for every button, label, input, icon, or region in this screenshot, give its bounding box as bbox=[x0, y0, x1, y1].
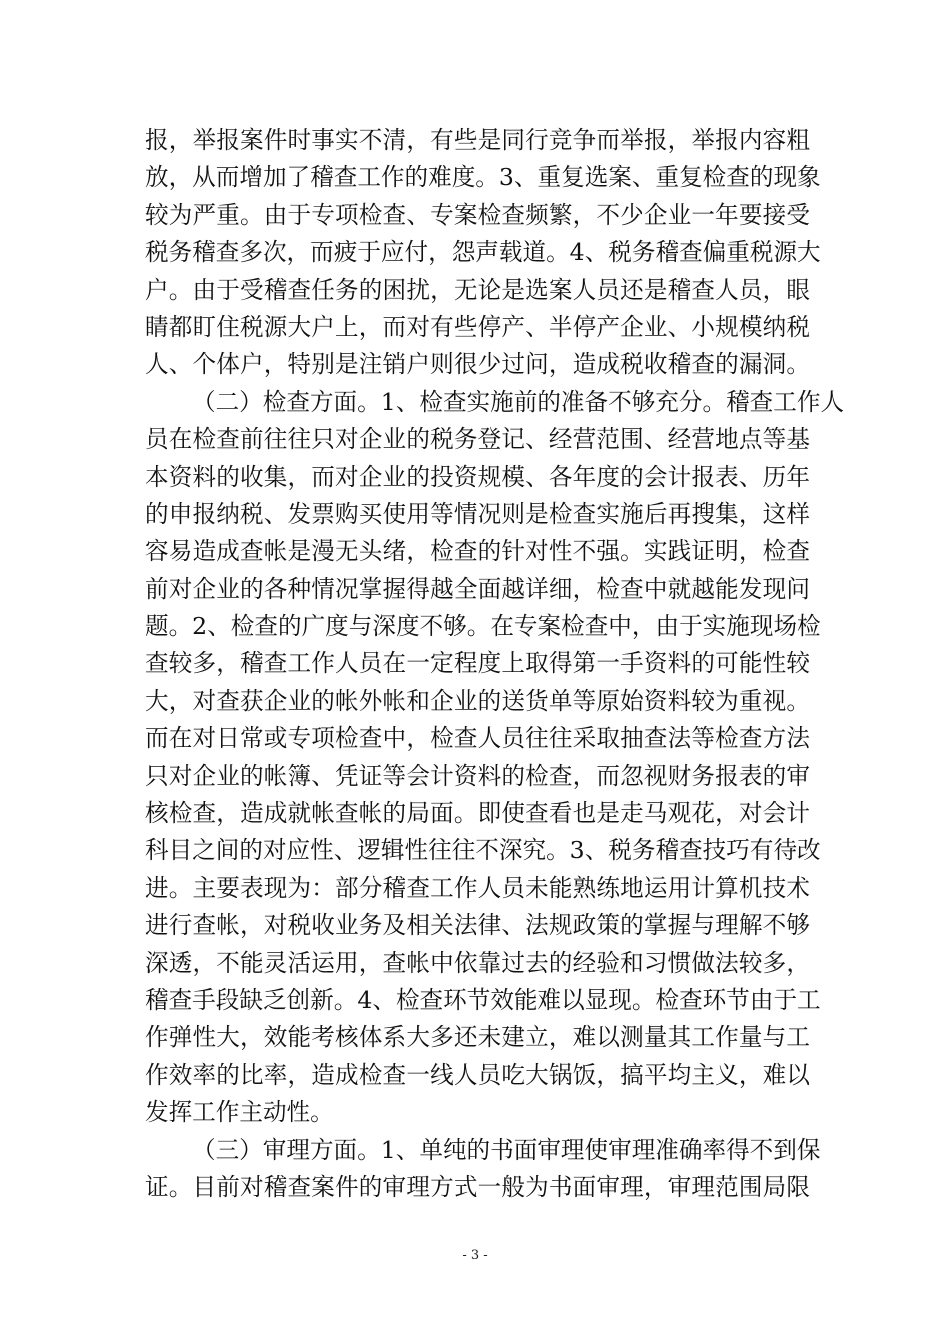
text-line: 本资料的收集，而对企业的投资规模、各年度的会计报表、历年 bbox=[145, 462, 810, 491]
text-line: 睛都盯住税源大户上，而对有些停产、半停产企业、小规模纳税 bbox=[145, 312, 810, 341]
text-line: 人、个体户，特别是注销户则很少过问，造成税收稽查的漏洞。 bbox=[145, 350, 810, 379]
page-number: - 3 - bbox=[462, 1248, 488, 1263]
text-line: 证。目前对稽查案件的审理方式一般为书面审理，审理范围局限 bbox=[145, 1172, 810, 1201]
text-line: 进行查帐，对税收业务及相关法律、法规政策的掌握与理解不够 bbox=[145, 911, 810, 940]
text-line: 较为严重。由于专项检查、专案检查频繁，不少企业一年要接受 bbox=[145, 200, 810, 229]
text-line: 稽查手段缺乏创新。4、检查环节效能难以显现。检查环节由于工 bbox=[145, 985, 821, 1014]
text-line: 作弹性大，效能考核体系大多还未建立，难以测量其工作量与工 bbox=[145, 1023, 810, 1052]
paragraph-start-line: （三）审理方面。1、单纯的书面审理使审理准确率得不到保 bbox=[192, 1135, 821, 1164]
text-line: 员在检查前往往只对企业的税务登记、经营范围、经营地点等基 bbox=[145, 425, 810, 454]
text-line: 而在对日常或专项检查中，检查人员往往采取抽查法等检查方法 bbox=[145, 724, 810, 753]
text-line: 前对企业的各种情况掌握得越全面越详细，检查中就越能发现问 bbox=[145, 574, 810, 603]
text-line: 的申报纳税、发票购买使用等情况则是检查实施后再搜集，这样 bbox=[145, 499, 810, 528]
text-line: 查较多，稽查工作人员在一定程度上取得第一手资料的可能性较 bbox=[145, 649, 810, 678]
body-text bbox=[145, 122, 845, 1206]
paragraph-start-line: （二）检查方面。1、检查实施前的准备不够充分。稽查工作人 bbox=[192, 387, 845, 416]
text-line: 科目之间的对应性、逻辑性往往不深究。3、税务稽查技巧有待改 bbox=[145, 836, 821, 865]
text-line: 容易造成查帐是漫无头绪，检查的针对性不强。实践证明，检查 bbox=[145, 537, 810, 566]
text-line: 只对企业的帐簿、凭证等会计资料的检查，而忽视财务报表的审 bbox=[145, 761, 810, 790]
text-line: 作效率的比率，造成检查一线人员吃大锅饭，搞平均主义，难以 bbox=[145, 1060, 810, 1089]
text-line: 税务稽查多次，而疲于应付，怨声载道。4、税务稽查偏重税源大 bbox=[145, 238, 821, 267]
text-line: 放，从而增加了稽查工作的难度。3、重复选案、重复检查的现象 bbox=[145, 163, 821, 192]
text-line: 大，对查获企业的帐外帐和企业的送货单等原始资料较为重视。 bbox=[145, 686, 810, 715]
text-line: 深透，不能灵活运用，查帐中依靠过去的经验和习惯做法较多， bbox=[145, 948, 810, 977]
text-line: 题。2、检查的广度与深度不够。在专案检查中，由于实施现场检 bbox=[145, 612, 821, 641]
text-line: 核检查，造成就帐查帐的局面。即使查看也是走马观花，对会计 bbox=[145, 799, 810, 828]
text-line: 报，举报案件时事实不清，有些是同行竞争而举报，举报内容粗 bbox=[145, 126, 810, 154]
text-line: 发挥工作主动性。 bbox=[145, 1098, 334, 1127]
text-line: 进。主要表现为：部分稽查工作人员未能熟练地运用计算机技术 bbox=[145, 873, 810, 902]
text-line: 户。由于受稽查任务的困扰，无论是选案人员还是稽查人员，眼 bbox=[145, 275, 810, 304]
